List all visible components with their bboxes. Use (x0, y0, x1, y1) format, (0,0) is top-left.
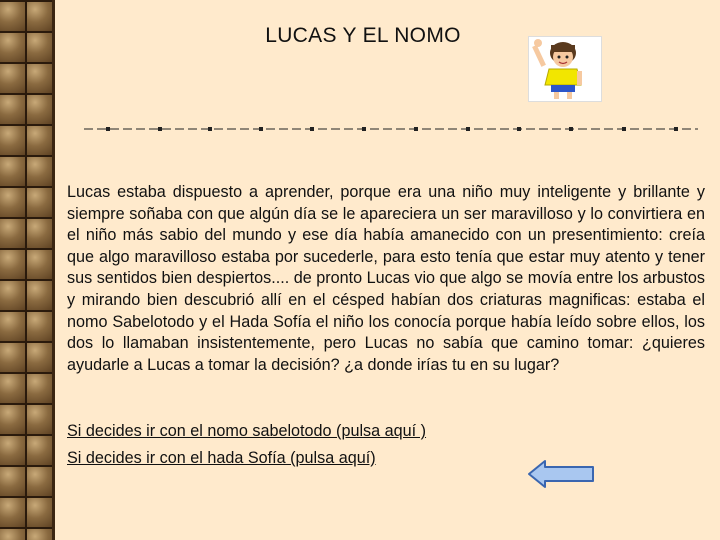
sidebar-border (52, 0, 55, 540)
hada-choice-link[interactable]: Si decides ir con el hada Sofía (pulsa aquí) (67, 449, 376, 467)
decorative-divider (84, 127, 698, 131)
left-arrow-icon (527, 459, 595, 489)
nomo-choice-link[interactable]: Si decides ir con el nomo sabelotodo (pulsa aquí ) (67, 422, 427, 440)
back-button[interactable] (527, 459, 595, 489)
page-title: LUCAS Y EL NOMO (265, 24, 461, 47)
story-text: Lucas estaba dispuesto a aprender, porque era una niño muy inteligente y brillante y siempre soñaba con que algún día se le apareciera un ser maravilloso y lo convirtiera en el niño más sabio del mundo y ese día había amanecido con un presentimiento: creía que algo maravilloso estaba por sucederle, para esto tenía que estar muy atento y tener sus sentidos bien despiertos.... de pronto Lucas vio que algo se movía entre los arbustos y mirando bien descubrió allí en el césped habían dos criaturas magnificas: estaba el nomo Sabelotodo y el Hada Sofía el niño los conocía porque había leído sobre ellos, los dos lo llamaban insistentemente, pero Lucas no sabía que camino tomar: ¿quieres ayudarle a Lucas a tomar la decisión? ¿a donde irías tu en su lugar? (67, 183, 705, 374)
decorative-sidebar (0, 0, 52, 540)
boy-character-icon (528, 36, 602, 102)
